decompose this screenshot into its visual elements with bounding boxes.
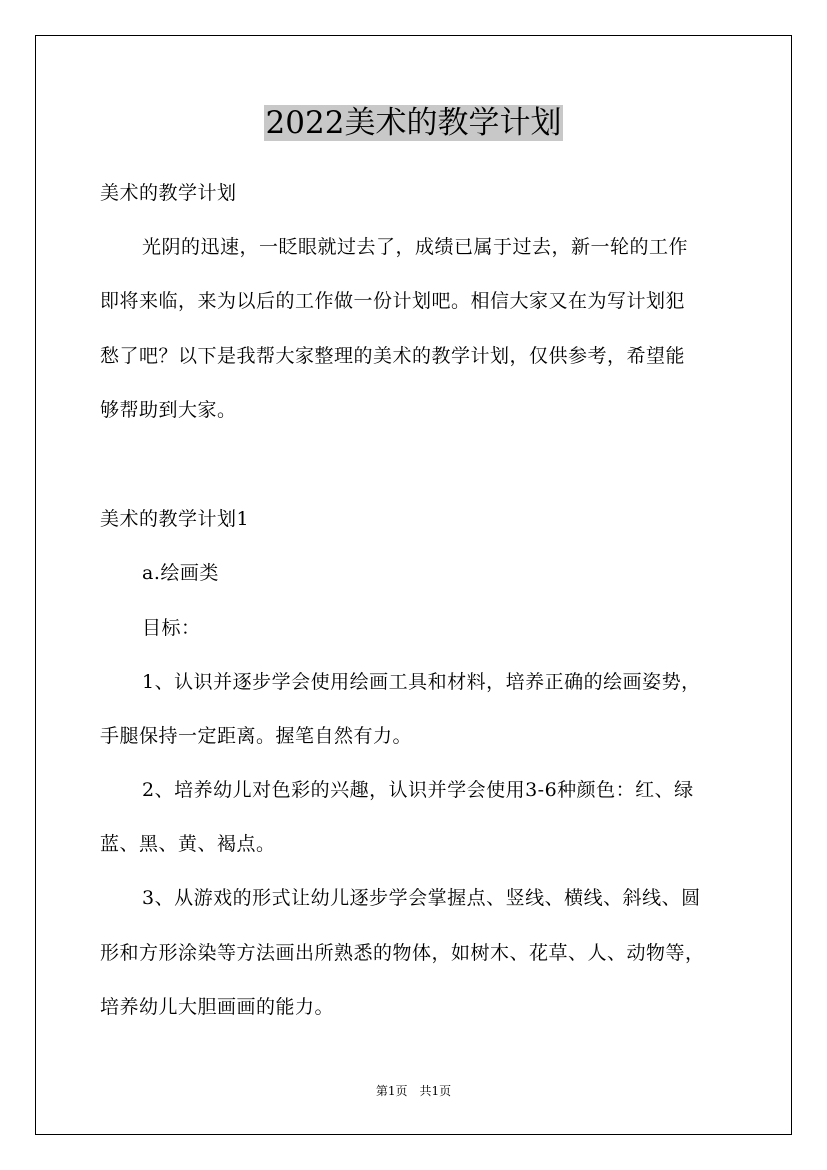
intro-line-3: 愁了吧？以下是我帮大家整理的美术的教学计划，仅供参考，希望能 <box>100 345 686 367</box>
intro-line-1: 光阴的迅速，一眨眼就过去了，成绩已属于过去，新一轮的工作 <box>142 236 689 258</box>
goal-item-2-line-2: 蓝、黑、黄、褐点。 <box>100 833 276 855</box>
intro-line-2: 即将来临，来为以后的工作做一份计划吧。相信大家又在为写计划犯 <box>100 290 686 312</box>
goal-item-1-line-1: 1、认识并逐步学会使用绘画工具和材料，培养正确的绘画姿势， <box>142 671 701 693</box>
page-number: 第1页 共1页 <box>375 1084 452 1098</box>
goals-label: 目标： <box>142 617 201 639</box>
document-title <box>0 103 827 143</box>
goal-item-2-line-1: 2、培养幼儿对色彩的兴趣，认识并学会使用3-6种颜色：红、绿 <box>142 779 694 801</box>
section-heading: 美术的教学计划1 <box>100 508 250 530</box>
document-subtitle: 美术的教学计划 <box>100 182 237 204</box>
intro-line-4: 够帮助到大家。 <box>100 399 237 421</box>
goal-item-1-line-2: 手腿保持一定距离。握笔自然有力。 <box>100 725 413 747</box>
goal-item-3-line-3: 培养幼儿大胆画画的能力。 <box>100 996 335 1018</box>
goal-item-3-line-2: 形和方形涂染等方法画出所熟悉的物体，如树木、花草、人、动物等， <box>100 942 705 964</box>
category-label: a.绘画类 <box>142 562 219 584</box>
title-text: 2022美术的教学计划 <box>265 105 562 141</box>
goal-item-3-line-1: 3、从游戏的形式让幼儿逐步学会掌握点、竖线、横线、斜线、圆 <box>142 887 701 909</box>
